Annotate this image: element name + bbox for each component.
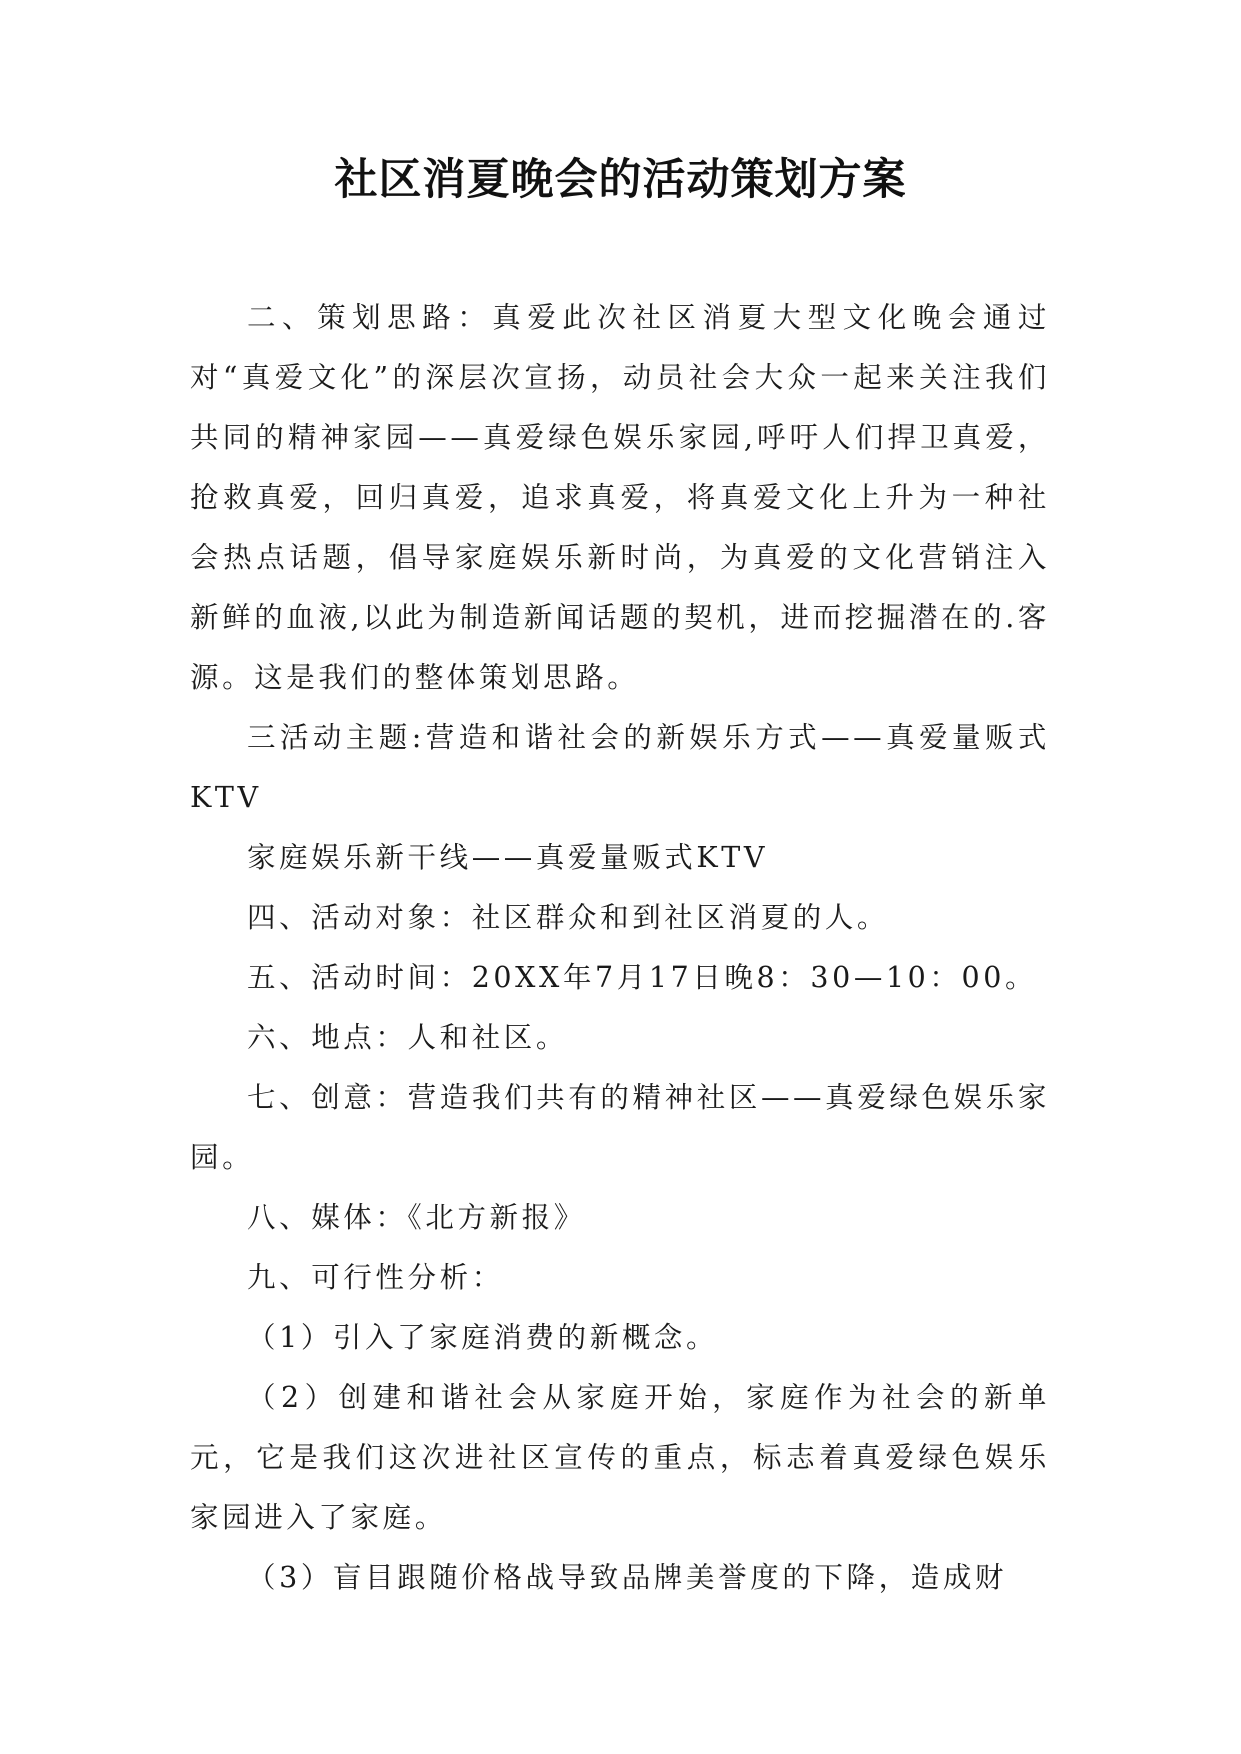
paragraph-feasibility: 九、可行性分析： [247,1261,504,1294]
paragraph-audience: 四、活动对象：社区群众和到社区消夏的人。 [247,901,890,934]
paragraph-point-2: （2）创建和谐社会从家庭开始，家庭作为社会的新单元，它是我们这次进社区宣传的重点，标志着真爱绿色娱乐家园进入了家庭。 [190,1381,1050,1534]
paragraph-idea: 七、创意：营造我们共有的精神社区——真爱绿色娱乐家园。 [190,1081,1050,1174]
paragraph-media: 八、媒体：《北方新报》 [247,1201,586,1234]
document-title: 社区消夏晚会的活动策划方案 [334,155,907,205]
paragraph-point-3: （3）盲目跟随价格战导致品牌美誉度的下降，造成财 [247,1561,1008,1594]
paragraph-time: 五、活动时间：20XX年7月17日晚8：30—10：00。 [247,961,1038,994]
paragraph-strategy: 二、策划思路：真爱此次社区消夏大型文化晚会通过对“真爱文化”的深层次宣扬，动员社会大众一起来关注我们共同的精神家园——真爱绿色娱乐家园,呼吁人们捍卫真爱，抢救真爱，回归真爱，追求真爱，将真爱文化上升为一种社会热点话题，倡导家庭娱乐新时尚，为真爱的文化营销注入新鲜的血液,以此为制造新闻话题的契机，进而挖掘潜在的.客源。这是我们的整体策划思路。 [190,301,1050,694]
paragraph-theme: 三活动主题:营造和谐社会的新娱乐方式——真爱量贩式KTV [190,721,1050,814]
paragraph-location: 六、地点：人和社区。 [247,1021,569,1054]
paragraph-tagline: 家庭娱乐新干线——真爱量贩式KTV [247,841,769,874]
paragraph-point-1: （1）引入了家庭消费的新概念。 [247,1321,719,1354]
document-body [190,288,1050,1608]
